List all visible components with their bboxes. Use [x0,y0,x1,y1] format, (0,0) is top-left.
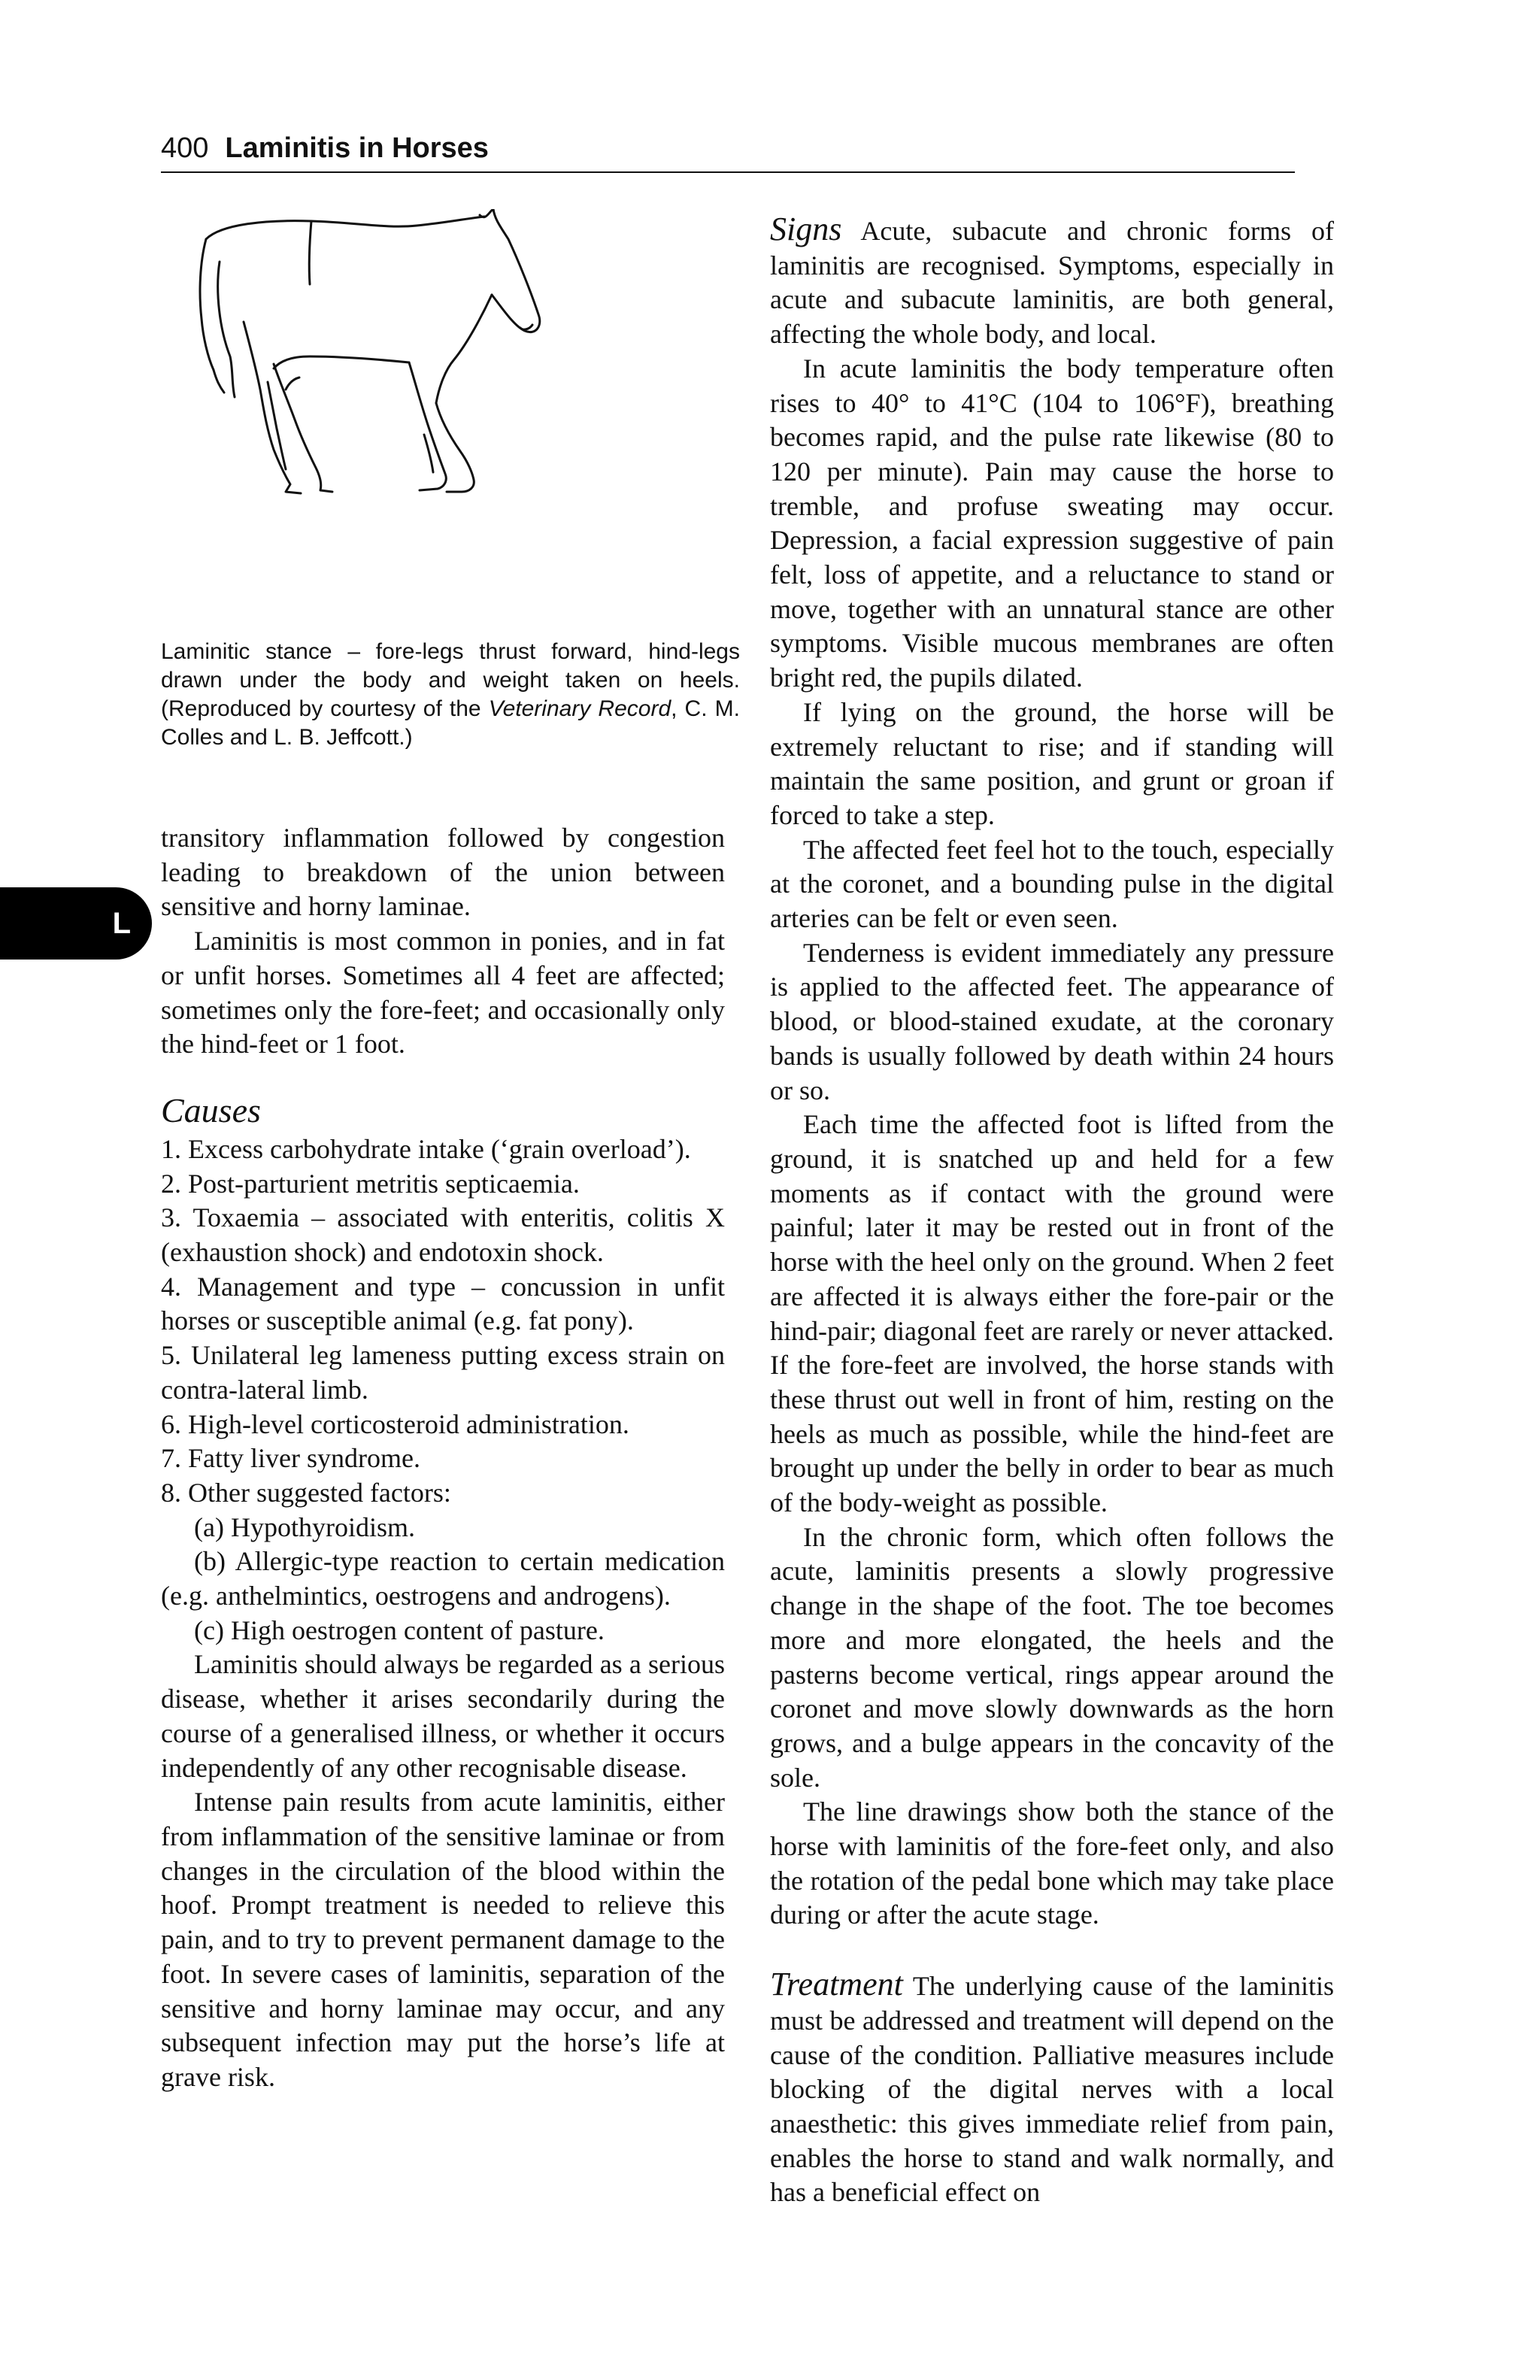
paragraph-pain: Intense pain results from acute laminitis, either from inflammation of the sensitive laminae or from changes in the circulation of the blood within the hoof. Prompt treatment is needed to relieve this pain, and to try to prevent permanent damage to the foot. In severe cases of laminitis, separation of the sensitive and horny laminae may occur, and any subsequent infection may put the horse’s life at grave risk. [161,1787,725,2092]
signs-text: Acute, subacute and chronic forms of laminitis are recognised. Symptoms, especially in acute and subacute laminitis, are both general, affecting the whole body, and local. [770,216,1334,350]
list-item: 2. Post-parturient metritis septicaemia. [161,1168,580,1199]
paragraph-seriousness: Laminitis should always be regarded as a serious disease, whether it arises secondarily during the course of a generalised illness, or whether it occurs independently of any other recognisable disease. [161,1649,725,1783]
list-item: 7. Fatty liver syndrome. [161,1443,420,1474]
list-item: 4. Management and type – concussion in unfit horses or susceptible animal (e.g. fat pony). [161,1271,725,1336]
caption-end: , C. M. Colles and L. B. Jeffcott.) [161,696,740,750]
paragraph-chronic: In the chronic form, which often follows the acute, laminitis presents a slowly progressive change in the shape of the foot. The toe becomes more and more elongated, the heels and the pasterns become vertical, rings appear around the coronet and move slowly downwards as the horn grows, and a bulge appears in the concavity of the sole. [770,1521,1334,1793]
figure-caption [161,638,740,752]
signs-paragraph [770,212,1334,352]
horse-illustration [161,209,747,600]
list-item: (a) Hypothyroidism. [194,1511,415,1542]
paragraph-continued: transitory inflammation followed by congestion leading to breakdown of the union between sensitive and horny laminae. [161,823,725,922]
caption-journal: Veterinary Record [488,696,671,721]
paragraph-prevalence: Laminitis is most common in ponies, and in fat or unfit horses. Sometimes all 4 feet are affected; sometimes only the fore-feet; and occasionally only the hind-feet or 1 foot. [161,926,725,1060]
right-column [770,212,1334,2210]
paragraph-lying: If lying on the ground, the horse will be extremely reluctant to rise; and if standing will maintain the same position, and grunt or groan if forced to take a step. [770,696,1334,830]
section-tab-letter: L [112,907,131,940]
paragraph-acute-symptoms: In acute laminitis the body temperature often rises to 40° to 41°C (104 to 106°F), breathing becomes rapid, and the pulse rate likewise (80 to 120 per minute). Pain may cause the horse to tremble, and profuse sweating may occur. Depression, a facial expression suggestive of pain felt, loss of appetite, and a reluctance to stand or move, together with an unnatural stance are other symptoms. Visible mucous membranes are often bright red, the pupils dilated. [770,353,1334,693]
left-column [161,821,725,2095]
caption-main: Laminitic stance – fore-legs thrust forward, hind-legs drawn under the body and weight taken on heels. (Reproduced by courtesy of the [161,639,740,721]
list-item: 6. High-level corticosteroid administration. [161,1408,629,1439]
section-tab [0,887,152,960]
paragraph-tenderness: Tenderness is evident immediately any pressure is applied to the affected feet. The appearance of blood, or blood-stained exudate, at the coronary bands is usually followed by death within 24 hours or so. [770,937,1334,1105]
list-item: 1. Excess carbohydrate intake (‘grain overload’). [161,1133,691,1164]
list-item: 8. Other suggested factors: [161,1477,451,1508]
list-item: 3. Toxaemia – associated with enteritis, colitis X (exhaustion shock) and endotoxin shock. [161,1202,725,1268]
signs-heading: Signs [770,211,842,247]
causes-heading: Causes [161,1090,261,1129]
page-number: 400 [161,132,209,164]
list-item: 5. Unilateral leg lameness putting excess strain on contra-lateral limb. [161,1340,725,1405]
treatment-heading: Treatment [770,1966,903,2003]
section-gap [770,1933,1334,1967]
laminitic-horse-drawing [161,209,747,600]
list-item: (c) High oestrogen content of pasture. [194,1614,605,1645]
causes-list [161,1132,725,1648]
list-item: (b) Allergic-type reaction to certain medication (e.g. anthelmintics, oestrogens and androgens). [161,1546,725,1611]
treatment-paragraph [770,1967,1334,2210]
running-title: Laminitis in Horses [225,132,489,164]
page-header [161,125,1295,173]
paragraph-affected-feet: The affected feet feel hot to the touch, especially at the coronet, and a bounding pulse in the digital arteries can be felt or even seen. [770,834,1334,934]
paragraph-line-drawings: The line drawings show both the stance of the horse with laminitis of the fore-feet only, and also the rotation of the pedal bone which may take place during or after the acute stage. [770,1796,1334,1930]
treatment-text: The underlying cause of the laminitis must be addressed and treatment will depend on the cause of the condition. Palliative measures include blocking of the digital nerves with a local anaesthetic: this gives immediate relief from pain, enables the horse to stand and walk normally, and has a beneficial effect on [770,1971,1334,2208]
paragraph-foot-lifted: Each time the affected foot is lifted from the ground, it is snatched up and held for a few moments as if contact with the ground were painful; later it may be rested out in front of the horse with the heel only on the ground. When 2 feet are affected it is always either the fore-pair or the hind-pair; diagonal feet are rarely or never attacked. If the fore-feet are involved, the horse stands with these thrust out well in front of him, resting on the heels as much as possible, while the hind-feet are brought up under the belly in order to bear as much of the body-weight as possible. [770,1109,1334,1518]
